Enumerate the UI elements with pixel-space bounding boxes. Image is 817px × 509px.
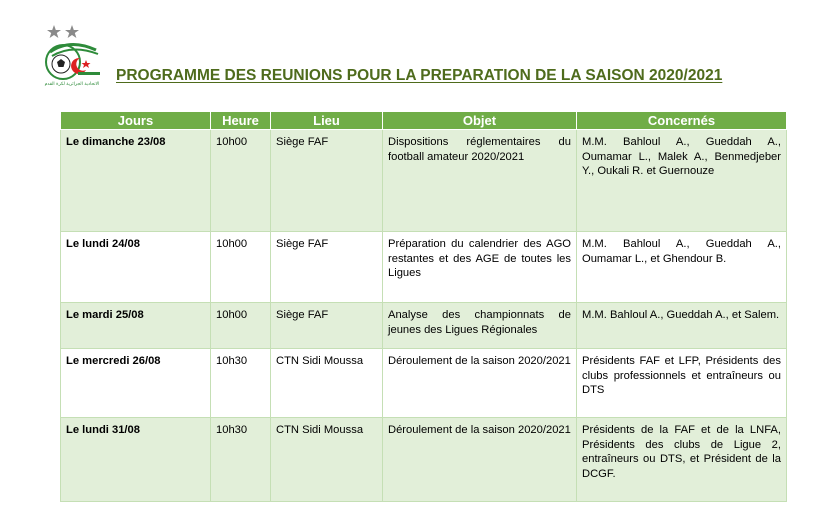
cell-concernes: Présidents de la FAF et de la LNFA, Présidents des clubs de Ligue 2, entraîneurs ou DTS, et Président de la DCGF.	[577, 418, 787, 502]
meetings-table	[60, 111, 787, 502]
table-row	[61, 130, 787, 232]
cell-objet: Dispositions réglementaires du football amateur 2020/2021	[383, 130, 577, 232]
header-heure: Heure	[211, 112, 271, 130]
cell-heure: 10h30	[211, 418, 271, 502]
cell-heure: 10h00	[211, 232, 271, 303]
table-row	[61, 349, 787, 418]
cell-jour: Le lundi 24/08	[61, 232, 211, 303]
table-row	[61, 418, 787, 502]
header-objet: Objet	[383, 112, 577, 130]
cell-lieu: CTN Sidi Moussa	[271, 349, 383, 418]
table-row	[61, 303, 787, 349]
cell-objet: Préparation du calendrier des AGO restantes et des AGE de toutes les Ligues	[383, 232, 577, 303]
faf-logo-icon	[40, 22, 104, 88]
cell-jour: Le dimanche 23/08	[61, 130, 211, 232]
cell-concernes: M.M. Bahloul A., Gueddah A., Oumamar L., Malek A., Benmedjeber Y., Oukali R. et Guernouze	[577, 130, 787, 232]
cell-concernes: M.M. Bahloul A., Gueddah A., et Salem.	[577, 303, 787, 349]
cell-concernes: Présidents FAF et LFP, Présidents des clubs professionnels et entraîneurs ou DTS	[577, 349, 787, 418]
star-icon	[47, 25, 61, 38]
cell-heure: 10h00	[211, 130, 271, 232]
cell-concernes: M.M. Bahloul A., Gueddah A., Oumamar L., et Ghendour B.	[577, 232, 787, 303]
cell-heure: 10h30	[211, 349, 271, 418]
cell-jour: Le mercredi 26/08	[61, 349, 211, 418]
cell-lieu: CTN Sidi Moussa	[271, 418, 383, 502]
table-header-row	[61, 112, 787, 130]
cell-jour: Le mardi 25/08	[61, 303, 211, 349]
page-title: PROGRAMME DES REUNIONS POUR LA PREPARATION DE LA SAISON 2020/2021	[116, 67, 723, 84]
header-concernes: Concernés	[577, 112, 787, 130]
cell-jour: Le lundi 31/08	[61, 418, 211, 502]
cell-objet: Déroulement de la saison 2020/2021	[383, 418, 577, 502]
logo-caption: الاتحادية الجزائرية لكرة القدم	[44, 82, 100, 87]
cell-lieu: Siège FAF	[271, 232, 383, 303]
cell-heure: 10h00	[211, 303, 271, 349]
cell-lieu: Siège FAF	[271, 303, 383, 349]
header-lieu: Lieu	[271, 112, 383, 130]
cell-objet: Analyse des championnats de jeunes des Ligues Régionales	[383, 303, 577, 349]
cell-objet: Déroulement de la saison 2020/2021	[383, 349, 577, 418]
star-icon	[65, 25, 79, 38]
cell-lieu: Siège FAF	[271, 130, 383, 232]
table-row	[61, 232, 787, 303]
header-jours: Jours	[61, 112, 211, 130]
